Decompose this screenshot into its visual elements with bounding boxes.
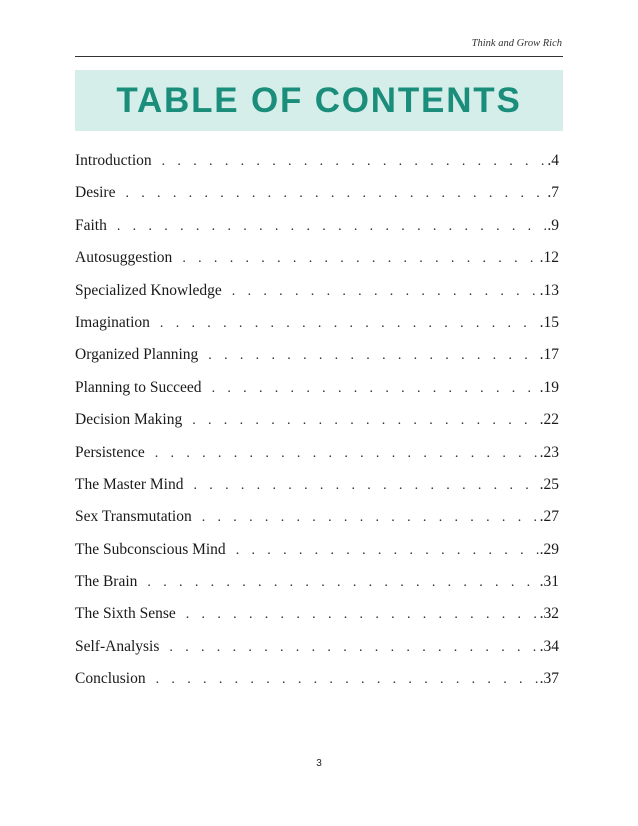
toc-entry[interactable] bbox=[75, 631, 559, 663]
toc-entry-page: .12 bbox=[539, 249, 559, 267]
page-title: TABLE OF CONTENTS bbox=[116, 80, 522, 120]
toc-entry-title: The Subconscious Mind bbox=[75, 540, 226, 558]
toc-entry-title: Faith bbox=[75, 216, 107, 234]
toc-dot-leader bbox=[156, 664, 539, 696]
toc-entry-title: Organized Planning bbox=[75, 346, 199, 364]
toc-dot-leader bbox=[160, 308, 539, 340]
toc-entry[interactable] bbox=[75, 372, 559, 404]
toc-dot-leader bbox=[117, 211, 547, 243]
toc-entry-page: .32 bbox=[539, 605, 559, 623]
toc-entry-page: .23 bbox=[539, 443, 559, 461]
toc-dot-leader bbox=[202, 502, 539, 534]
toc-dot-leader bbox=[155, 438, 539, 470]
title-band bbox=[75, 70, 563, 131]
toc-entry-page: .19 bbox=[539, 378, 559, 396]
toc-dot-leader bbox=[186, 599, 539, 631]
toc-dot-leader bbox=[125, 178, 546, 210]
toc-entry-title: The Master Mind bbox=[75, 475, 184, 493]
toc-entry-title: Persistence bbox=[75, 443, 145, 461]
toc-entry[interactable] bbox=[75, 469, 559, 501]
toc-entry-page: .31 bbox=[539, 573, 559, 591]
table-of-contents bbox=[75, 145, 559, 696]
toc-entry-title: The Sixth Sense bbox=[75, 605, 176, 623]
toc-entry-title: Decision Making bbox=[75, 411, 183, 429]
toc-entry[interactable] bbox=[75, 210, 559, 242]
toc-entry-title: The Brain bbox=[75, 573, 138, 591]
running-head: Think and Grow Rich bbox=[471, 38, 562, 49]
toc-entry[interactable] bbox=[75, 307, 559, 339]
toc-entry-page: .13 bbox=[539, 281, 559, 299]
toc-entry[interactable] bbox=[75, 275, 559, 307]
toc-entry-page: .9 bbox=[547, 216, 559, 234]
toc-entry-title: Desire bbox=[75, 184, 116, 202]
toc-dot-leader bbox=[208, 340, 538, 372]
toc-entry-title: Introduction bbox=[75, 152, 152, 169]
toc-entry-page: .34 bbox=[539, 637, 559, 655]
toc-entry-page: .15 bbox=[539, 313, 559, 331]
toc-dot-leader bbox=[147, 567, 538, 599]
toc-entry-page: .17 bbox=[539, 346, 559, 364]
toc-dot-leader bbox=[162, 146, 547, 178]
toc-dot-leader bbox=[193, 470, 538, 502]
toc-entry-page: .29 bbox=[539, 540, 559, 558]
toc-entry-title: Autosuggestion bbox=[75, 249, 173, 267]
toc-entry[interactable] bbox=[75, 501, 559, 533]
toc-entry-page: .25 bbox=[539, 475, 559, 493]
toc-dot-leader bbox=[212, 373, 539, 405]
header-rule bbox=[75, 56, 563, 57]
toc-entry-title: Sex Transmutation bbox=[75, 508, 192, 526]
toc-entry-page: .27 bbox=[539, 508, 559, 526]
toc-entry[interactable] bbox=[75, 566, 559, 598]
toc-entry[interactable] bbox=[75, 663, 559, 695]
toc-entry-page: .4 bbox=[547, 152, 559, 169]
toc-dot-leader bbox=[236, 535, 539, 567]
toc-dot-leader bbox=[192, 405, 538, 437]
toc-entry[interactable] bbox=[75, 534, 559, 566]
toc-dot-leader bbox=[182, 243, 538, 275]
toc-entry-title: Imagination bbox=[75, 313, 150, 331]
toc-entry-page: .22 bbox=[539, 411, 559, 429]
toc-entry-page: .7 bbox=[547, 184, 559, 202]
toc-dot-leader bbox=[169, 632, 538, 664]
toc-dot-leader bbox=[232, 276, 539, 308]
toc-entry[interactable] bbox=[75, 145, 559, 177]
toc-entry[interactable] bbox=[75, 339, 559, 371]
toc-entry[interactable] bbox=[75, 177, 559, 209]
toc-entry-title: Self-Analysis bbox=[75, 637, 160, 655]
toc-entry[interactable] bbox=[75, 242, 559, 274]
toc-entry-title: Conclusion bbox=[75, 670, 146, 688]
toc-entry[interactable] bbox=[75, 404, 559, 436]
toc-entry[interactable] bbox=[75, 598, 559, 630]
page-number: 3 bbox=[316, 758, 322, 769]
toc-entry-page: .37 bbox=[539, 670, 559, 688]
toc-entry-title: Planning to Succeed bbox=[75, 378, 202, 396]
toc-entry-title: Specialized Knowledge bbox=[75, 281, 222, 299]
toc-entry[interactable] bbox=[75, 437, 559, 469]
